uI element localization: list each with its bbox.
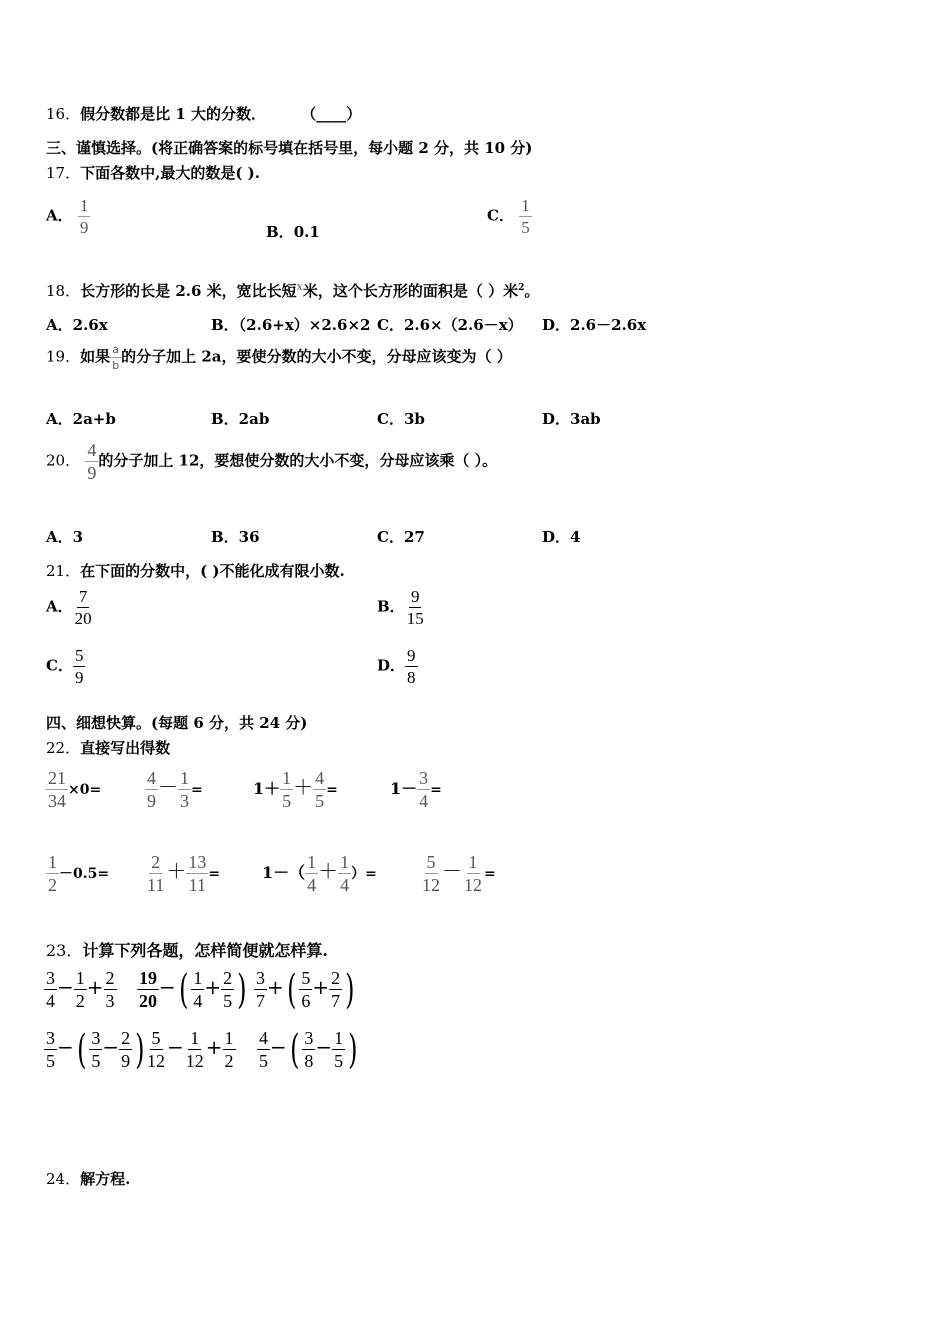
q19-option-b: B．2ab [211,410,270,428]
question-21: 21．在下面的分数中，( )不能化成有限小数. [46,562,345,580]
question-17 [46,162,260,183]
fraction: $\frac{9}{15}$ [406,587,424,628]
fraction: $\frac{4}{9}$ [147,768,156,811]
fraction: $\frac{3}{5}$ [91,1028,101,1071]
fraction: $\frac{19}{20}$ [139,968,157,1011]
q18-option-b: B．（2.6+x）×2.6×2 [211,316,371,334]
expr-2: $\frac{4}{9}$ － $\frac{1}{3}$ = [147,768,203,811]
fraction: $\frac{4}{9}$ [87,440,97,483]
fraction: $\frac{2}{7}$ [331,968,341,1011]
fraction: $\frac{1}{5}$ [334,1028,344,1071]
question-20: 20． $\frac{4}{9}$ 的分子加上 12，要想使分数的大小不变，分母应该乘（ ）。 [46,440,498,483]
q20-option-b: B．36 [211,528,260,546]
fraction: $\frac{1}{4}$ [340,852,350,895]
calc-1c: $\frac{3}{7}$ +( $\frac{5}{6}$ + $\frac{2}{7}$ ) [256,966,355,1013]
q18-option-d: D．2.6－2.6x [542,316,647,334]
expr-4: 1－ $\frac{3}{4}$ = [390,768,442,811]
fraction: $\frac{2}{11}$ [147,852,165,895]
q18-option-a: A．2.6x [46,316,108,334]
question-16 [46,103,361,124]
calc-2a: $\frac{3}{5}$ −( $\frac{3}{5}$ − $\frac{2}{9}$ ) [46,1026,145,1073]
fraction: $\frac{3}{7}$ [256,968,265,1011]
fraction: $\frac{2}{9}$ [121,1028,131,1071]
fraction: $\frac{1}{12}$ [185,1028,204,1071]
fraction: $\frac{1}{4}$ [307,852,317,895]
question-text: 假分数都是比 1 大的分数． [80,105,266,123]
q21-option-d: D． $\frac{9}{8}$ [377,646,416,687]
section-4-title: 四、细想快算。(每题 6 分，共 24 分) [46,714,308,732]
q17-option-c [487,197,532,236]
question-number: 21． [46,562,81,580]
fraction: $\frac{9}{8}$ [407,646,416,687]
fraction: $\frac{7}{20}$ [74,587,92,628]
fraction: $\frac{13}{11}$ [188,852,207,895]
q19-option-a: A．2a+b [46,410,116,428]
q20-option-a: A．3 [46,528,84,546]
question-number: 23． [46,941,83,960]
fraction: $\frac{4}{5}$ [315,768,325,811]
expr-3: 1＋ $\frac{1}{5}$ ＋ $\frac{4}{5}$ = [253,768,338,811]
calc-2c: $\frac{4}{5}$ −( $\frac{3}{8}$ − $\frac{1}{5}$ ) [259,1026,358,1073]
calc-1b: $\frac{19}{20}$ −( $\frac{1}{4}$ + $\frac{2}{5}$ ) [139,966,247,1013]
q18-option-c: C．2.6×（2.6－x） [377,316,523,334]
question-number: 19． [46,347,81,366]
q21-option-a: A． $\frac{7}{20}$ [46,587,92,628]
expr-8: $\frac{5}{12}$ － $\frac{1}{12}$ = [422,852,496,895]
q20-option-d: D．4 [542,528,581,546]
fraction: $\frac{1}{3}$ [180,768,189,811]
question-text: 下面各数中,最大的数是( ). [80,164,260,182]
fraction: $\frac{3}{8}$ [304,1028,314,1071]
fraction: $\frac{a}{b}$ [112,343,120,372]
fraction: $\frac{1}{2}$ [75,968,85,1011]
fraction: $\frac{3}{5}$ [46,1028,55,1071]
fraction: $\frac{1}{2}$ [224,1028,234,1071]
expr-5: $\frac{1}{2}$ －0.5= [48,852,110,895]
expr-6: $\frac{2}{11}$ ＋ $\frac{13}{11}$ = [147,852,221,895]
fraction: $\frac{1}{2}$ [48,852,57,895]
fraction: $\frac{5}{6}$ [301,968,311,1011]
question-18: 18．长方形的长是 2.6 米，宽比长短$^x$米，这个长方形的面积是（ ）米$^2$。 [46,280,540,300]
fraction: $\frac{2}{3}$ [105,968,115,1011]
q20-option-c: C．27 [377,528,425,546]
answer-blank: （____） [301,105,362,123]
option-label: A． [46,206,73,225]
fraction: $\frac{2}{5}$ [223,968,233,1011]
question-19: 19．如果 $\frac{a}{b}$ 的分子加上 2a，要使分数的大小不变，分母应该变为（ ） [46,343,512,372]
question-23: 23．计算下列各题，怎样简便就怎样算. [46,941,328,960]
q19-option-c: C．3b [377,410,425,428]
q19-option-d: D．3ab [542,410,601,428]
fraction: $\frac{5}{12}$ [147,1028,165,1071]
q21-option-c: C． $\frac{5}{9}$ [46,646,84,687]
question-number: 16． [46,105,81,123]
fraction: $\frac{5}{12}$ [422,852,440,895]
question-22: 22．直接写出得数 [46,739,171,757]
fraction: $\frac{1}{4}$ [193,968,203,1011]
calc-2b: $\frac{5}{12}$ − $\frac{1}{12}$ + $\frac{1}{2}$ [147,1028,234,1071]
question-number: 24． [46,1170,81,1188]
question-24: 24．解方程. [46,1170,131,1188]
expr-1: $\frac{21}{34}$ ×0= [48,768,102,811]
q17-option-b: B．0.1 [266,223,320,241]
fraction: $\frac{1}{12}$ [464,852,482,895]
question-number: 18． [46,282,81,300]
section-3-title: 三、谨慎选择。(将正确答案的标号填在括号里，每小题 2 分，共 10 分) [46,139,533,157]
option-label: B． [266,223,294,241]
variable-x: x [296,280,303,293]
fraction: $\frac{4}{5}$ [259,1028,268,1071]
question-number: 17． [46,164,81,182]
calc-1a: $\frac{3}{4}$ − $\frac{1}{2}$ + $\frac{2}{3}$ [46,968,115,1011]
question-number: 20． [46,451,81,470]
fraction: $\frac{1}{5}$ [521,196,530,237]
q17-option-a [46,197,90,236]
question-number: 22． [46,739,81,757]
q21-option-b: B． $\frac{9}{15}$ [377,587,424,628]
fraction: $\frac{1}{9}$ [79,196,89,237]
option-label: C． [487,206,514,225]
fraction: $\frac{3}{4}$ [419,768,429,811]
fraction: $\frac{21}{34}$ [48,768,66,811]
expr-7: 1－（ $\frac{1}{4}$ ＋ $\frac{1}{4}$ ）= [262,852,377,895]
fraction: $\frac{1}{5}$ [282,768,292,811]
fraction: $\frac{3}{4}$ [46,968,55,1011]
fraction: $\frac{5}{9}$ [74,646,84,687]
